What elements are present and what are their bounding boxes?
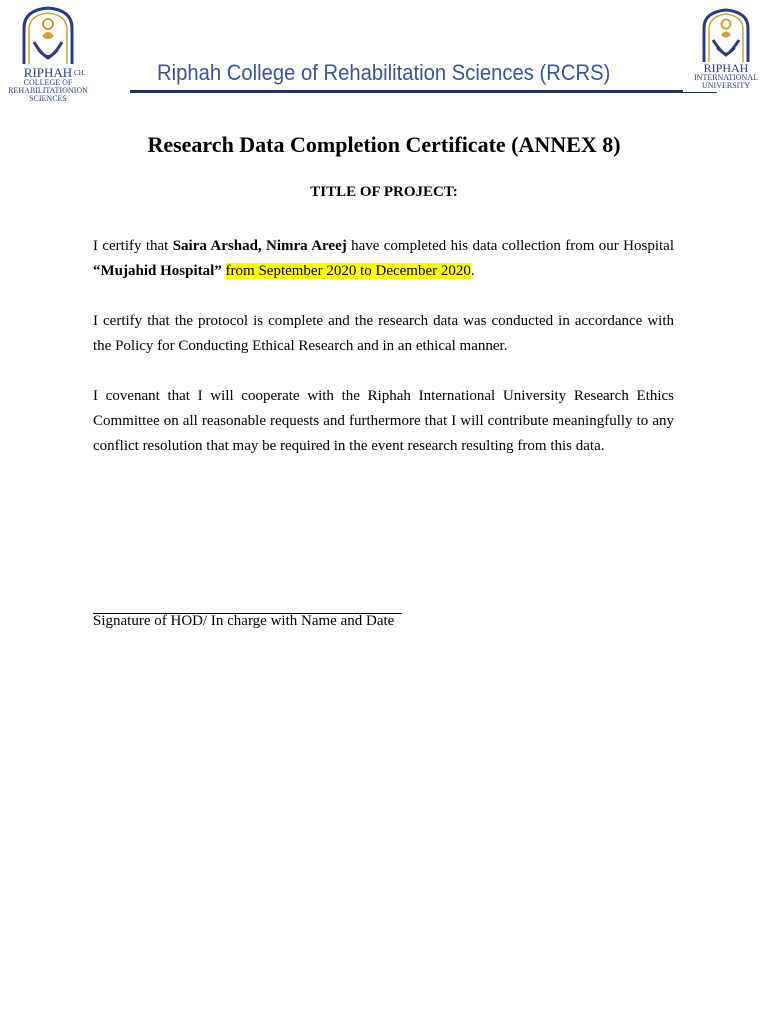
collection-period: from September 2020 to December 2020 [225,263,471,279]
logo-mark: CH. [74,69,86,77]
paragraph-text: have completed his data collection from our Hospital [346,238,674,254]
logo-line: COLLEGE OF [23,78,73,87]
protocol-paragraph: I certify that the protocol is complete and the research data was conducted in accordance with the Policy for Conducting Ethical Research and in an ethical manner. [93,313,674,354]
logo-line: REHABILITATIONION [8,86,88,95]
logo-line: SCIENCES [29,94,67,103]
signature-label: Signature of HOD/ In charge with Name and Date [93,613,395,629]
logo-name: RIPHAH [23,65,73,80]
logo-line: UNIVERSITY [702,81,750,90]
header-rule [130,90,683,93]
researcher-names: Saira Arshad, Nimra Areej [172,238,347,254]
project-title-label: TITLE OF PROJECT: [310,184,458,200]
paragraph-text: . [470,263,475,279]
paragraph-text: I certify that [93,238,173,254]
certification-paragraph [93,234,674,284]
document-title: Research Data Completion Certificate (ANNEX 8) [147,132,621,157]
logo-line: INTERNATIONAL [694,73,758,82]
riphah-college-emblem-icon [8,6,88,68]
paragraph-text [222,263,226,279]
hospital-name: “Mujahid Hospital” [93,263,222,279]
logo-name: RIPHAH [703,61,749,75]
header-rule-extension [683,92,717,93]
riphah-university-emblem-icon [690,8,762,64]
header-title: Riphah College of Rehabilitation Sciences (RCRS) [157,60,611,85]
university-logo [690,8,762,94]
covenant-paragraph: I covenant that I will cooperate with the Riphah International University Research Ethics Committee on all reasonable requests and furthermore that I will contribute meaningfully to any conflict resolution that may be required in the event research resulting from this data. [93,388,674,454]
college-logo [8,6,88,102]
